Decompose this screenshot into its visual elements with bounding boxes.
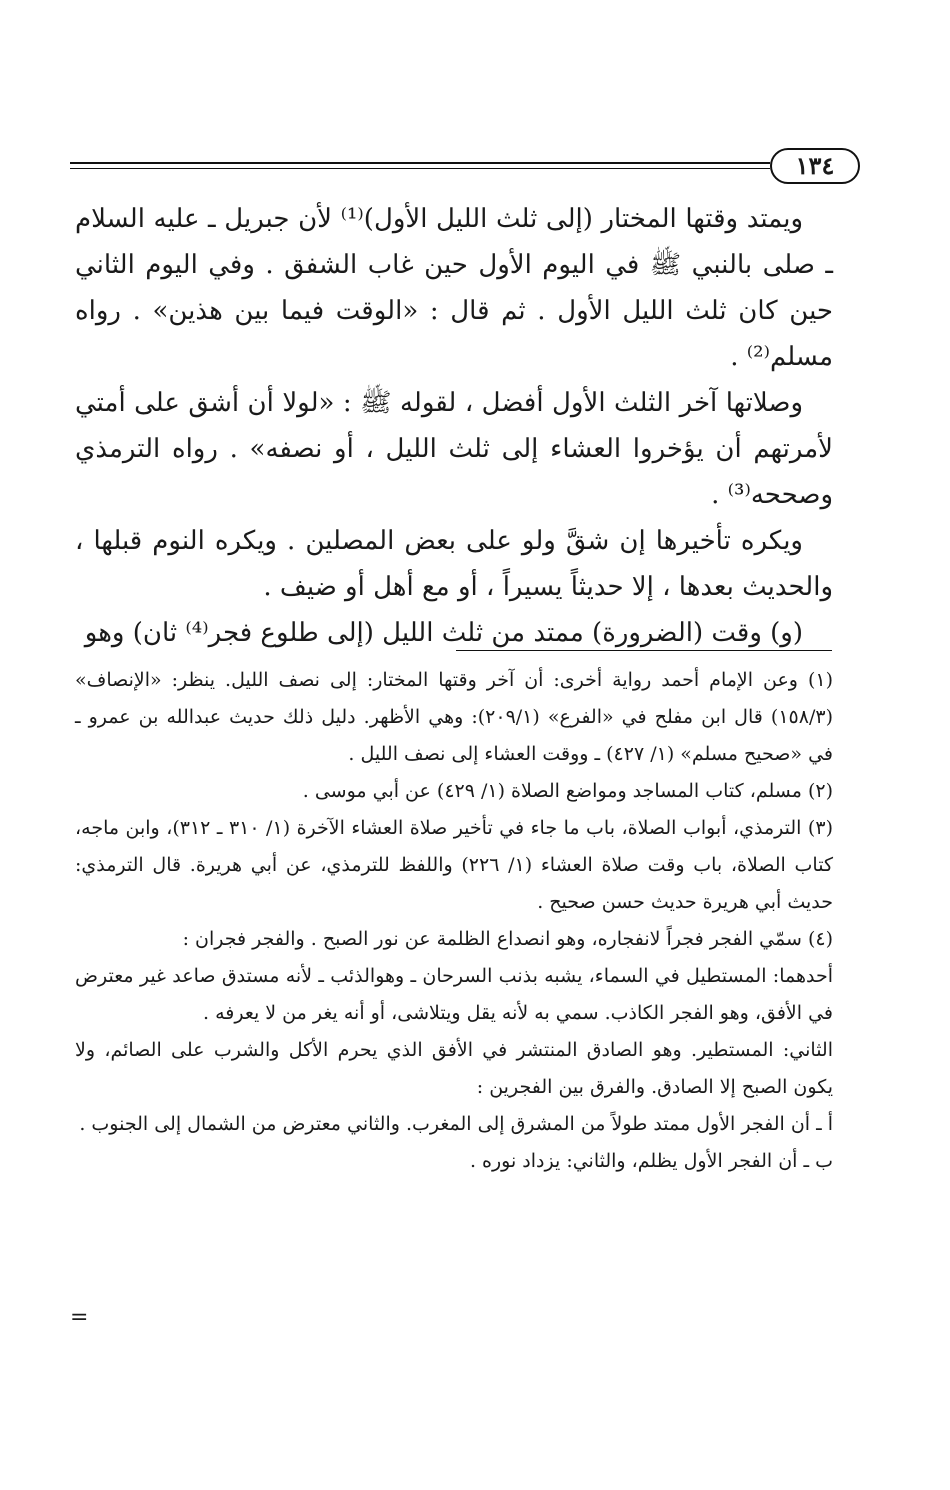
header-rule [70, 162, 770, 164]
paragraph-3: ويكره تأخيرها إن شقَّ ولو على بعض المصلين . ويكره النوم قبلها ، والحديث بعدها ، إلا حديثاً يسيراً ، أو مع أهل أو ضيف . [75, 526, 833, 602]
paragraph-2: وصلاتها آخر الثلث الأول أفضل ، لقوله ﷺ : «لولا أن أشق على أمتي لأمرتهم أن يؤخروا العشاء إلى ثلث الليل ، أو نصفه» . رواه الترمذي وصححه⁽³⁾ . [75, 388, 833, 510]
footnote-4-second: الثاني: المستطير. وهو الصادق المنتشر في الأفق الذي يحرم الأكل والشرب على الصائم، ولا يكون الصبح إلا الصادق. والفرق بين الفجرين : [75, 1039, 833, 1098]
footnote-separator [456, 650, 832, 651]
page-number: ١٣٤ [770, 148, 860, 184]
footnote-4: (٤) سمّي الفجر فجراً لانفجاره، وهو انصداع الظلمة عن نور الصبح . والفجر فجران : [182, 928, 833, 950]
footnote-2: (٢) مسلم، كتاب المساجد ومواضع الصلاة (١/ ٤٢٩) عن أبي موسى . [302, 780, 833, 802]
header-rule-thin [70, 168, 770, 169]
page-header [70, 148, 860, 188]
footnote-4-diff-a: أ ـ أن الفجر الأول ممتد طولاً من المشرق إلى المغرب. والثاني معترض من الشمال إلى الجنوب . [79, 1113, 833, 1135]
main-text [75, 196, 833, 656]
paragraph-4: (و) وقت (الضرورة) ممتد من ثلث الليل (إلى طلوع فجر⁽⁴⁾ ثان) وهو [84, 618, 803, 648]
paragraph-1: ويمتد وقتها المختار (إلى ثلث الليل الأول)⁽¹⁾ لأن جبريل ـ عليه السلام ـ صلى بالنبي ﷺ في اليوم الأول حين غاب الشفق . وفي اليوم الثاني حين كان ثلث الليل الأول . ثم قال : «الوقت فيما بين هذين» . رواه مسلم⁽²⁾ . [75, 204, 833, 372]
footnote-4-diff-b: ب ـ أن الفجر الأول يظلم، والثاني: يزداد نوره . [469, 1150, 833, 1172]
footnote-3: (٣) الترمذي، أبواب الصلاة، باب ما جاء في تأخير صلاة العشاء الآخرة (١/ ٣١٠ ـ ٣١٢)، وابن ماجه، كتاب الصلاة، باب وقت صلاة العشاء (١/ ٢٢٦) واللفظ للترمذي، عن أبي هريرة. قال الترمذي: حديث أبي هريرة حديث حسن صحيح . [75, 817, 833, 913]
footnote-1: (١) وعن الإمام أحمد رواية أخرى: أن آخر وقتها المختار: إلى نصف الليل. ينظر: «الإنصاف» (١٥٨/٣) قال ابن مفلح في «الفرع» (٢٠٩/١): وهي الأظهر. دليل ذلك حديث عبدالله بن عمرو ـ في «صحيح مسلم» (١/ ٤٢٧) ـ ووقت العشاء إلى نصف الليل . [75, 669, 833, 765]
continuation-mark: = [70, 1305, 89, 1330]
footnotes [75, 662, 833, 1180]
footnote-4-first: أحدهما: المستطيل في السماء، يشبه بذنب السرحان ـ وهوالذئب ـ لأنه مستدق صاعد غير معترض في الأفق، وهو الفجر الكاذب. سمي به لأنه يقل ويتلاشى، أو أنه يغر من لا يعرفه . [75, 965, 833, 1024]
